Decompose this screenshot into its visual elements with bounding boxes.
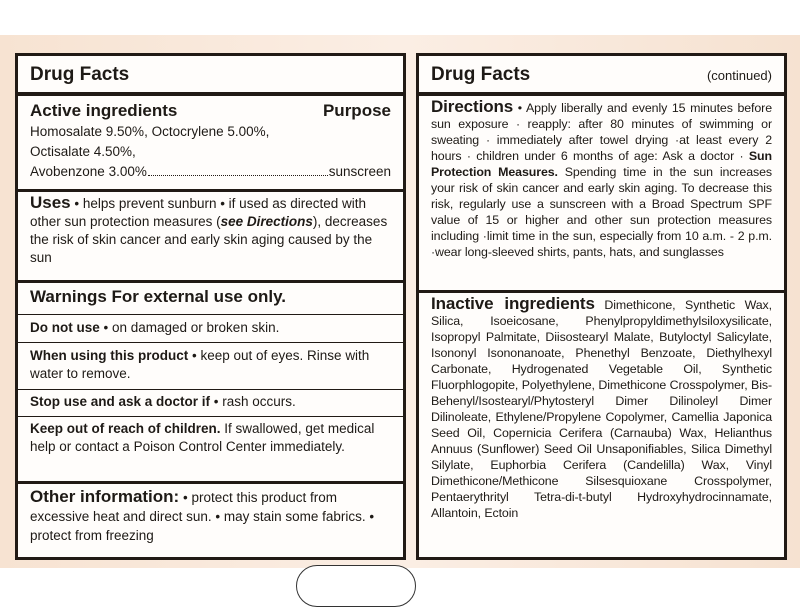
inactive-ingredients-heading: Inactive ingredients [431, 296, 595, 313]
stop-use-label: Stop use and ask a doctor if [30, 394, 211, 409]
keep-out-text: If swallowed, get medical help or contact a Poison Control Center immediately. [30, 421, 375, 454]
divider-thin [18, 342, 403, 343]
do-not-use-label: Do not use [30, 320, 100, 335]
uses-section [18, 194, 403, 267]
other-information-heading: Other information: [30, 487, 180, 506]
purpose-heading: Purpose [322, 101, 391, 120]
sun-protection-label: Sun Protection Measures. [431, 149, 772, 179]
uses-text-b: ), decreases the risk of skin cancer and early skin aging caused by the sun [30, 214, 388, 265]
uses-heading: Uses [30, 194, 71, 212]
do-not-use-text: • on damaged or broken skin. [99, 320, 280, 335]
stop-use-text: • rash occurs. [210, 394, 296, 409]
continued-label: (continued) [706, 68, 772, 83]
active-line-2: Octisalate 4.50%, [30, 144, 136, 159]
keep-out-section [18, 420, 403, 456]
directions-section [419, 99, 784, 260]
active-line-3-purpose: sunscreen [328, 164, 391, 179]
drug-facts-panel-left [15, 53, 406, 560]
uses-text-a: • helps prevent sunburn • if used as directed with other sun protection measures ( [30, 196, 367, 229]
uses-text-em: see Directions [220, 214, 313, 229]
when-using-text: • keep out of eyes. Rinse with water to remove. [30, 348, 370, 381]
drug-facts-panel-right [416, 53, 787, 560]
divider-thick [18, 481, 403, 484]
drug-facts-header: Drug Facts [431, 64, 531, 85]
bottom-tab-shape [296, 565, 416, 607]
stop-use-section [18, 393, 403, 411]
active-line-3-name: Avobenzone 3.00% [30, 164, 147, 179]
divider-thick [419, 290, 784, 293]
inactive-ingredients-text: Dimethicone, Synthetic Wax, Silica, Isoeicosane, Phenylpropyldimethylsiloxysilicate, Isopropyl Palmitate, Diisostearyl Malate, Butyloctyl Salicylate, Isononyl Isononanoate, Phenethyl Benzoate, Diethylhexyl Carbonate, Hydrogenated Vegetable Oil, Synthetic Fluorphlogopite, Polyethylene, Dimethicone Crosspolymer, Bis-Behenyl/Isostearyl/Phytosteryl Dimer Dilinoleyl Dimer Dilinoleate, Ethylene/Propylene Copolymer, Camellia Japonica Seed Oil, Copernicia Cerifera (Carnauba) Wax, Helianthus Annuus (Sunflower) Seed Oil Unsaponifiables, Silica Dimethyl Silylate, Euphorbia Cerifera (Candelilla) Wax, Vinyl Dimethicone/Methicone Silsesquioxane Crosspolymer, Pentaerythrityl Tetra-di-t-butyl Hydroxyhydrocinnamate, Allantoin, Ectoin [431, 298, 772, 520]
leader-dots [148, 175, 328, 176]
directions-text-b: Spending time in the sun increases your risk of skin cancer and early skin aging. To decrease this risk, regularly use a sunscreen with a Broad Spectrum SPF value of 15 or higher and other sun protection measures including ·limit time in the sun, especially from 10 a.m. - 2 p.m. ·wear long-sleeved shirts, pants, hats, and sunglasses [431, 165, 772, 259]
drug-facts-header-row [419, 64, 784, 86]
warnings-heading: Warnings For external use only. [30, 287, 286, 306]
divider-thick [419, 92, 784, 96]
active-line-1: Homosalate 9.50%, Octocrylene 5.00%, [30, 124, 270, 139]
inactive-ingredients-section [419, 296, 784, 521]
active-ingredients-section [18, 100, 403, 182]
do-not-use-section [18, 319, 403, 337]
directions-heading: Directions [431, 99, 514, 116]
directions-text-a: • Apply liberally and evenly 15 minutes before sun exposure · reapply: after 80 minutes of swimming or sweating · immediately after towel drying ·at least every 2 hours · children under 6 months of age: Ask a doctor · [431, 101, 772, 163]
when-using-section [18, 347, 403, 383]
other-information-section [18, 487, 403, 545]
active-ingredients-heading: Active ingredients [30, 101, 178, 120]
other-information-text: • protect this product from excessive heat and direct sun. • may stain some fabrics. • protect from freezing [30, 490, 375, 543]
divider-thin [18, 416, 403, 417]
drug-facts-header: Drug Facts [30, 64, 130, 85]
when-using-label: When using this product [30, 348, 189, 363]
keep-out-label: Keep out of reach of children. [30, 421, 221, 436]
divider-thick [18, 280, 403, 283]
divider-thick [18, 92, 403, 96]
divider-thick [18, 189, 403, 192]
divider-thin [18, 389, 403, 390]
divider-thin [18, 314, 403, 315]
